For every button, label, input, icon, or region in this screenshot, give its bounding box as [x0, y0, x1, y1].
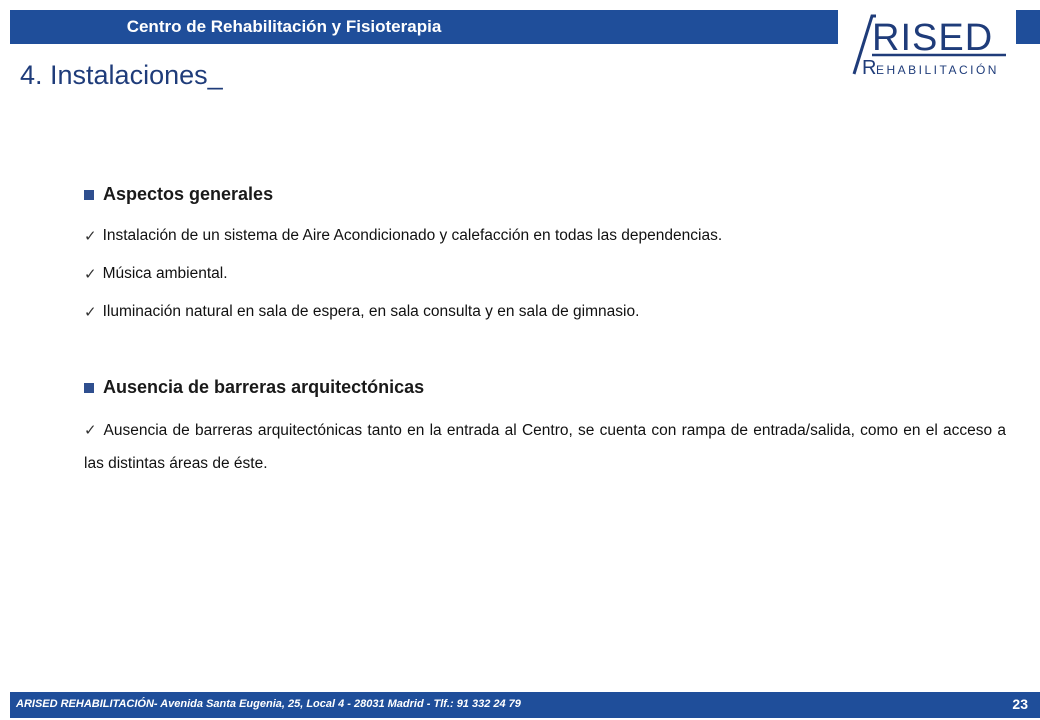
svg-text:R: R	[862, 57, 877, 79]
checkmark-icon: ✓	[84, 228, 97, 245]
footer-address: ARISED REHABILITACIÓN- Avenida Santa Eugenia, 25, Local 4 - 28031 Madrid - Tlf.: 91 332 24 79	[16, 698, 521, 710]
checkmark-icon: ✓	[84, 266, 97, 283]
header-bar	[10, 10, 838, 44]
list-item	[84, 265, 1006, 283]
checkmark-icon: ✓	[84, 422, 98, 439]
arised-logo	[846, 8, 1016, 80]
list-item	[84, 227, 1006, 245]
list-item	[84, 303, 1006, 321]
page-title: 4. Instalaciones_	[20, 60, 223, 90]
section-heading-label: Aspectos generales	[103, 184, 274, 204]
checkmark-icon: ✓	[84, 304, 97, 321]
header-center-name: Centro de Rehabilitación y Fisioterapia	[126, 17, 442, 36]
list-item-text: Instalación de un sistema de Aire Acondicionado y calefacción en todas las dependencias.	[102, 227, 723, 244]
svg-text:EHABILITACIÓN: EHABILITACIÓN	[876, 63, 999, 77]
content	[84, 184, 1006, 480]
section-heading-label: Ausencia de barreras arquitectónicas	[103, 377, 425, 397]
svg-text:RISED: RISED	[872, 17, 994, 59]
footer-bar	[10, 692, 1040, 718]
square-bullet-icon	[84, 190, 94, 200]
paragraph-text: Ausencia de barreras arquitectónicas tanto en la entrada al Centro, se cuenta con rampa de entrada/salida, como en el acceso a las distintas áreas de éste.	[84, 422, 1006, 472]
list-item-text: Iluminación natural en sala de espera, en sala consulta y en sala de gimnasio.	[102, 303, 640, 320]
section-heading-aspectos	[84, 184, 1006, 205]
list-item-text: Música ambiental.	[102, 265, 228, 282]
section-heading-barreras	[84, 377, 1006, 398]
header-accent-square	[1016, 10, 1040, 44]
section-paragraph	[84, 414, 1006, 480]
page-number: 23	[1012, 696, 1028, 712]
square-bullet-icon	[84, 383, 94, 393]
